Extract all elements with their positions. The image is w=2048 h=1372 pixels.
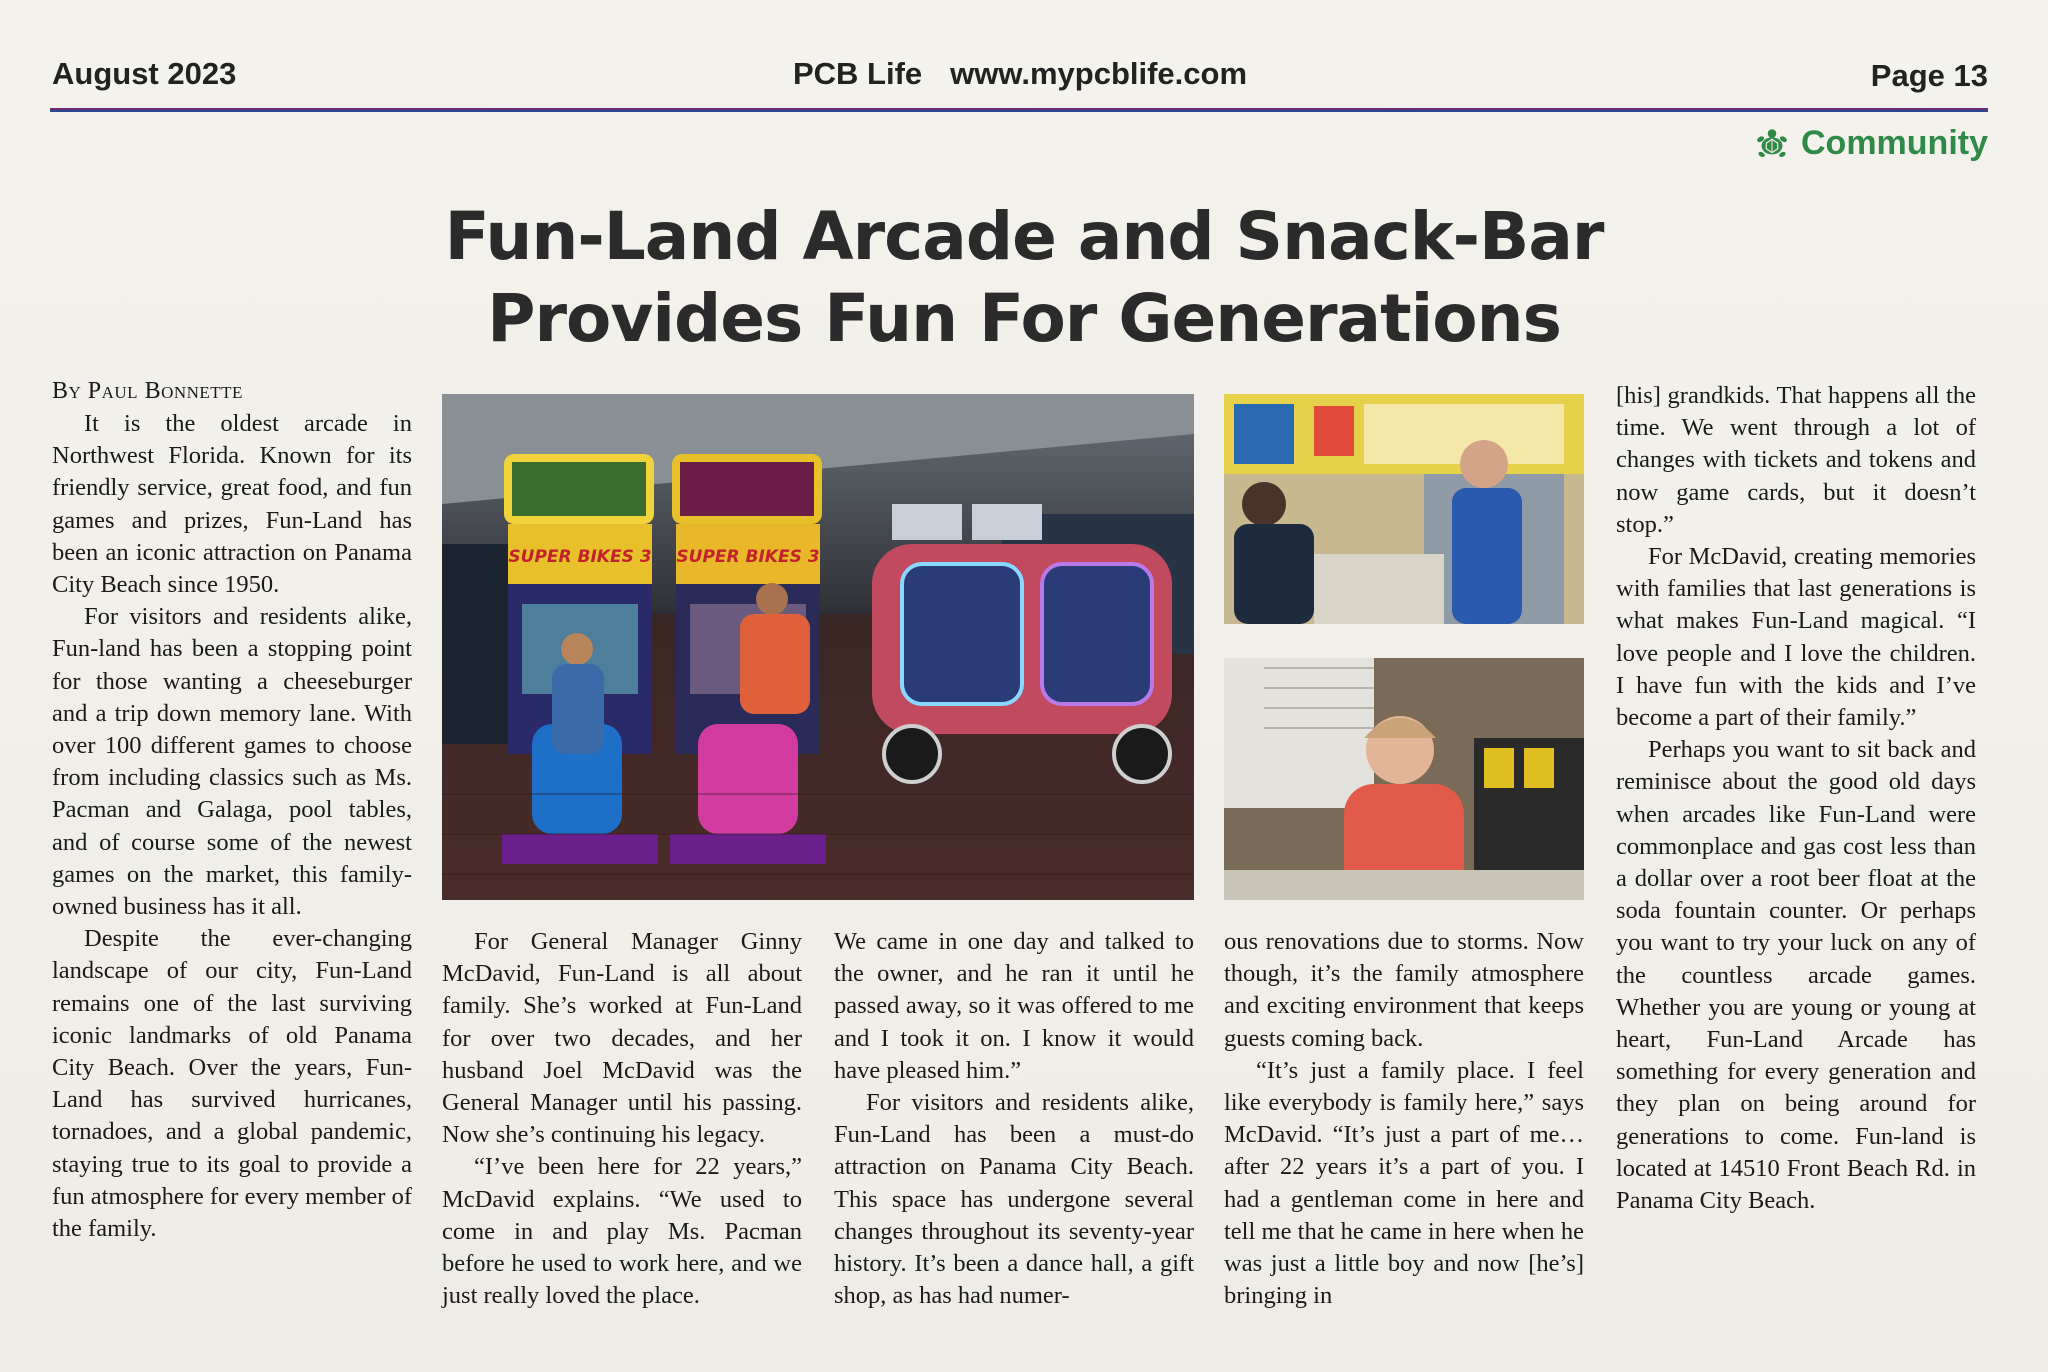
paragraph: It is the oldest arcade in Northwest Florida. Known for its friendly service, great food, and fun games and prizes, Fun-Land has been an iconic attraction on Panama City Beach since 1950. [52,410,412,599]
header-rule [50,108,1988,112]
article-column-2 [442,926,802,1312]
paragraph: “It’s just a family place. I feel like everybody is family here,” says McDavid. “It’s just a part of me…after 22 years it’s a part of you. I had a gentleman come in here and tell me that he came in here when he was just a little boy and now [he’s] bringing in [1224,1056,1584,1310]
paragraph: ous renovations due to storms. Now though, it’s the family atmosphere and exciting environment that keeps guests coming back. [1224,928,1584,1052]
paragraph: Despite the ever-changing landscape of our city, Fun-Land remains one of the last surviving iconic landmarks of old Panama City Beach. Over the years, Fun-Land has survived hurricanes, tornadoes, and a global pandemic, staying true to its goal to provide a fun atmosphere for every member of the family. [52,925,412,1243]
page-header [52,52,1988,102]
cabinet-1-marquee: SUPER BIKES 3 [508,547,652,567]
article-byline: By Paul Bonnette [52,378,243,404]
publication-name: PCB Life [792,56,923,91]
paragraph: [his] grandkids. That happens all the time. We went through a lot of changes with tickets and tokens and now game cards, but it doesn’t stop.” [1616,382,1976,538]
article-column-5 [1616,380,1976,1217]
section-tag [1753,124,1988,163]
issue-date: August 2023 [52,56,237,91]
cabinet-2-marquee: SUPER BIKES 3 [676,547,820,567]
publication-info [52,56,1988,92]
manager-photo [1224,658,1584,900]
paragraph: For visitors and residents alike, Fun-Land has been a must-do attraction on Panama City Beach. This space has undergone several changes throughout its seventy-year history. It’s been a dance hall, a gift shop, as has had numer- [834,1089,1194,1310]
paragraph: For General Manager Ginny McDavid, Fun-Land is all about family. She’s worked at Fun-Land for over two decades, and her husband Joel McDavid was the General Manager until his passing. Now she’s continuing his legacy. [442,928,802,1149]
page-number: Page 13 [1870,58,1988,93]
paragraph: Perhaps you want to sit back and reminisce about the good old days when arcades like Fun-Land were commonplace and gas cost less than a dollar over a root beer float at the soda fountain counter. Or perhaps you want to try your luck on any of the countless arcade games. Whether you are young or young at heart, Fun-Land Arcade has something for every generation and they plan on being around for generations to come. Fun-land is located at 14510 Front Beach Rd. in Panama City Beach. [1616,736,1976,1215]
headline-line-2: Provides Fun For Generations [487,280,1561,357]
article-headline [300,196,1748,360]
article-column-1 [52,408,412,1245]
turtle-icon [1753,125,1791,163]
publication-website[interactable]: www.mypcblife.com [950,56,1248,91]
paragraph: We came in one day and talked to the owner, and he ran it until he passed away, so it was offered to me and I took it on. I know it would have pleased him.” [834,928,1194,1084]
article-column-4 [1224,926,1584,1312]
paragraph: “I’ve been here for 22 years,” McDavid explains. “We used to come in and play Ms. Pacman before he used to work here, and we just really loved the place. [442,1153,802,1310]
paragraph: For McDavid, creating memories with families that last generations is what makes Fun-Land magical. “I love people and I love the children. I have fun with the kids and I’ve become a part of their family.” [1616,543,1976,732]
article-column-3 [834,926,1194,1312]
section-label: Community [1801,124,1988,162]
headline-line-1: Fun-Land Arcade and Snack-Bar [444,198,1604,275]
arcade-photo [442,394,1194,900]
snack-bar-photo [1224,394,1584,624]
paragraph: For visitors and residents alike, Fun-land has been a stopping point for those wanting a cheeseburger and a trip down memory lane. With over 100 different games to choose from including classics such as Ms. Pacman and Galaga, pool tables, and of course some of the newest games on the market, this family-owned business has it all. [52,603,412,921]
